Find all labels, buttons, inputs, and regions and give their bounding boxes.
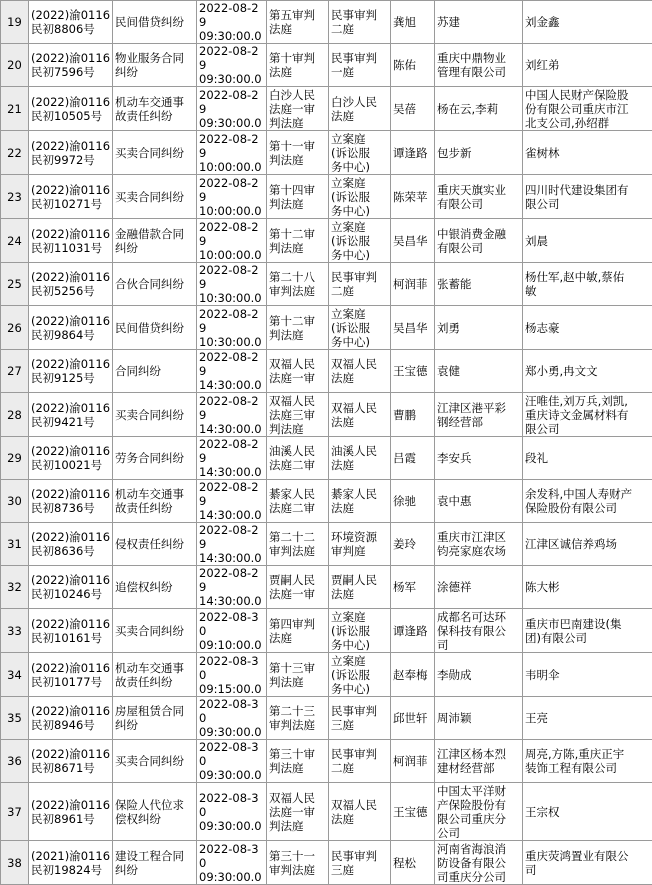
case-cause-cell: 物业服务合同 纠纷 (113, 44, 197, 87)
judge-cell: 赵奉梅 (391, 653, 435, 697)
tribunal-cell: 第十审判 法庭 (267, 44, 329, 87)
defendant-cell: 杨志豪 (523, 306, 652, 350)
case-number-cell: (2022)渝0116 民初10177号 (29, 653, 113, 697)
row-number: 30 (1, 480, 29, 523)
defendant-cell: 雀树林 (523, 131, 652, 175)
case-number-cell: (2022)渝0116 民初8946号 (29, 697, 113, 740)
court-division-cell: 立案庭 (诉讼服 务中心) (329, 306, 391, 350)
tribunal-cell: 第三十审 判法庭 (267, 740, 329, 783)
plaintiff-cell: 江津区港平彩 钢经营部 (435, 393, 523, 437)
judge-cell: 王宝德 (391, 350, 435, 393)
row-number: 21 (1, 87, 29, 131)
tribunal-cell: 第十四审 判法庭 (267, 175, 329, 219)
table-row (1, 263, 652, 306)
row-number: 25 (1, 263, 29, 306)
plaintiff-cell: 重庆天旗实业 有限公司 (435, 175, 523, 219)
plaintiff-cell: 李安兵 (435, 437, 523, 480)
row-number: 23 (1, 175, 29, 219)
court-division-cell: 民事审判 三庭 (329, 841, 391, 885)
defendant-cell: 刘红弟 (523, 44, 652, 87)
case-number-cell: (2022)渝0116 民初9972号 (29, 131, 113, 175)
court-division-cell: 民事审判 一庭 (329, 44, 391, 87)
tribunal-cell: 双福人民 法庭一审 (267, 350, 329, 393)
hearing-time-cell: 2022-08-29 14:30:00.0 (197, 523, 267, 566)
court-division-cell: 立案庭 (诉讼服 务中心) (329, 219, 391, 263)
case-number-cell: (2022)渝0116 民初10021号 (29, 437, 113, 480)
plaintiff-cell: 张蓄能 (435, 263, 523, 306)
judge-cell: 谭逢路 (391, 609, 435, 653)
tribunal-cell: 第二十二 审判法庭 (267, 523, 329, 566)
table-row (1, 566, 652, 609)
table-row (1, 1, 652, 44)
row-number: 24 (1, 219, 29, 263)
defendant-cell: 段礼 (523, 437, 652, 480)
tribunal-cell: 綦家人民 法庭二审 (267, 480, 329, 523)
table-row (1, 437, 652, 480)
table-row (1, 131, 652, 175)
plaintiff-cell: 重庆市江津区 钧亮家庭农场 (435, 523, 523, 566)
case-number-cell: (2021)渝0116 民初19824号 (29, 841, 113, 885)
plaintiff-cell: 苏建 (435, 1, 523, 44)
judge-cell: 柯润菲 (391, 263, 435, 306)
tribunal-cell: 第十三审 判法庭 (267, 653, 329, 697)
defendant-cell: 中国人民财产保险股 份有限公司重庆市江 北支公司,孙绍群 (523, 87, 652, 131)
table-row (1, 44, 652, 87)
case-cause-cell: 买卖合同纠纷 (113, 131, 197, 175)
tribunal-cell: 第十二审 判法庭 (267, 219, 329, 263)
plaintiff-cell: 重庆中鼎物业 管理有限公司 (435, 44, 523, 87)
case-cause-cell: 合伙合同纠纷 (113, 263, 197, 306)
tribunal-cell: 第五审判 法庭 (267, 1, 329, 44)
hearing-time-cell: 2022-08-29 10:00:00.0 (197, 131, 267, 175)
table-row (1, 219, 652, 263)
plaintiff-cell: 涂德祥 (435, 566, 523, 609)
judge-cell: 吴昌华 (391, 306, 435, 350)
case-cause-cell: 机动车交通事 故责任纠纷 (113, 87, 197, 131)
hearing-time-cell: 2022-08-29 14:30:00.0 (197, 437, 267, 480)
case-cause-cell: 金融借款合同 纠纷 (113, 219, 197, 263)
case-cause-cell: 民间借贷纠纷 (113, 1, 197, 44)
court-division-cell: 民事审判 二庭 (329, 263, 391, 306)
plaintiff-cell: 周沛颖 (435, 697, 523, 740)
defendant-cell: 重庆市巴南建设(集 团)有限公司 (523, 609, 652, 653)
table-row (1, 841, 652, 885)
case-cause-cell: 房屋租赁合同 纠纷 (113, 697, 197, 740)
table-row (1, 609, 652, 653)
row-number: 19 (1, 1, 29, 44)
hearing-time-cell: 2022-08-30 09:30:00.0 (197, 740, 267, 783)
row-number: 31 (1, 523, 29, 566)
plaintiff-cell: 刘勇 (435, 306, 523, 350)
defendant-cell: 郑小勇,冉文文 (523, 350, 652, 393)
case-cause-cell: 劳务合同纠纷 (113, 437, 197, 480)
hearing-time-cell: 2022-08-30 09:30:00.0 (197, 697, 267, 740)
defendant-cell: 四川时代建设集团有 限公司 (523, 175, 652, 219)
plaintiff-cell: 成都名可达环 保科技有限公 司 (435, 609, 523, 653)
case-cause-cell: 合同纠纷 (113, 350, 197, 393)
case-cause-cell: 买卖合同纠纷 (113, 393, 197, 437)
plaintiff-cell: 河南省海浪消 防设备有限公 司重庆分公司 (435, 841, 523, 885)
judge-cell: 吕霞 (391, 437, 435, 480)
row-number: 28 (1, 393, 29, 437)
court-division-cell: 双福人民 法庭 (329, 350, 391, 393)
plaintiff-cell: 包步新 (435, 131, 523, 175)
court-division-cell: 白沙人民 法庭 (329, 87, 391, 131)
table-row (1, 523, 652, 566)
court-division-cell: 立案庭 (诉讼服 务中心) (329, 653, 391, 697)
row-number: 26 (1, 306, 29, 350)
case-number-cell: (2022)渝0116 民初9864号 (29, 306, 113, 350)
tribunal-cell: 第四审判 法庭 (267, 609, 329, 653)
plaintiff-cell: 袁健 (435, 350, 523, 393)
court-division-cell: 立案庭 (诉讼服 务中心) (329, 131, 391, 175)
defendant-cell: 刘金鑫 (523, 1, 652, 44)
court-division-cell: 民事审判 二庭 (329, 740, 391, 783)
row-number: 29 (1, 437, 29, 480)
court-division-cell: 油溪人民 法庭 (329, 437, 391, 480)
plaintiff-cell: 杨在云,李莉 (435, 87, 523, 131)
hearing-time-cell: 2022-08-29 09:30:00.0 (197, 44, 267, 87)
plaintiff-cell: 中国太平洋财 产保险股份有 限公司重庆分 公司 (435, 783, 523, 841)
table-row (1, 653, 652, 697)
table-row (1, 740, 652, 783)
row-number: 32 (1, 566, 29, 609)
row-number: 22 (1, 131, 29, 175)
plaintiff-cell: 袁中惠 (435, 480, 523, 523)
hearing-time-cell: 2022-08-30 09:30:00.0 (197, 841, 267, 885)
tribunal-cell: 白沙人民 法庭一审 判法庭 (267, 87, 329, 131)
tribunal-cell: 贾嗣人民 法庭一审 (267, 566, 329, 609)
court-division-cell: 环境资源 审判庭 (329, 523, 391, 566)
case-number-cell: (2022)渝0116 民初9421号 (29, 393, 113, 437)
case-number-cell: (2022)渝0116 民初8736号 (29, 480, 113, 523)
judge-cell: 陈荣苹 (391, 175, 435, 219)
case-number-cell: (2022)渝0116 民初9125号 (29, 350, 113, 393)
hearing-time-cell: 2022-08-29 10:00:00.0 (197, 219, 267, 263)
court-division-cell: 綦家人民 法庭 (329, 480, 391, 523)
tribunal-cell: 双福人民 法庭三审 判法庭 (267, 393, 329, 437)
court-division-cell: 贾嗣人民 法庭 (329, 566, 391, 609)
case-number-cell: (2022)渝0116 民初10505号 (29, 87, 113, 131)
case-number-cell: (2022)渝0116 民初10246号 (29, 566, 113, 609)
case-cause-cell: 机动车交通事 故责任纠纷 (113, 480, 197, 523)
row-number: 33 (1, 609, 29, 653)
case-number-cell: (2022)渝0116 民初10271号 (29, 175, 113, 219)
row-number: 27 (1, 350, 29, 393)
table-row (1, 350, 652, 393)
court-division-cell: 双福人民 法庭 (329, 393, 391, 437)
judge-cell: 吴昌华 (391, 219, 435, 263)
hearing-time-cell: 2022-08-30 09:15:00.0 (197, 653, 267, 697)
judge-cell: 杨军 (391, 566, 435, 609)
judge-cell: 邱世轩 (391, 697, 435, 740)
plaintiff-cell: 中银消费金融 有限公司 (435, 219, 523, 263)
hearing-time-cell: 2022-08-29 14:30:00.0 (197, 350, 267, 393)
defendant-cell: 江津区诚信养鸡场 (523, 523, 652, 566)
hearing-time-cell: 2022-08-29 14:30:00.0 (197, 566, 267, 609)
case-number-cell: (2022)渝0116 民初11031号 (29, 219, 113, 263)
judge-cell: 曹鹏 (391, 393, 435, 437)
row-number: 34 (1, 653, 29, 697)
defendant-cell: 重庆荧鸿置业有限公 司 (523, 841, 652, 885)
case-cause-cell: 民间借贷纠纷 (113, 306, 197, 350)
judge-cell: 龚旭 (391, 1, 435, 44)
table-row (1, 783, 652, 841)
case-cause-cell: 侵权责任纠纷 (113, 523, 197, 566)
court-division-cell: 立案庭 (诉讼服 务中心) (329, 609, 391, 653)
tribunal-cell: 第十一审 判法庭 (267, 131, 329, 175)
defendant-cell: 余发科,中国人寿财产 保险股份有限公司 (523, 480, 652, 523)
case-number-cell: (2022)渝0116 民初10161号 (29, 609, 113, 653)
row-number: 20 (1, 44, 29, 87)
case-number-cell: (2022)渝0116 民初5256号 (29, 263, 113, 306)
table-row (1, 697, 652, 740)
hearing-time-cell: 2022-08-29 14:30:00.0 (197, 480, 267, 523)
judge-cell: 陈佑 (391, 44, 435, 87)
court-division-cell: 民事审判 二庭 (329, 1, 391, 44)
case-number-cell: (2022)渝0116 民初8636号 (29, 523, 113, 566)
case-cause-cell: 建设工程合同 纠纷 (113, 841, 197, 885)
plaintiff-cell: 江津区杨本烈 建材经营部 (435, 740, 523, 783)
defendant-cell: 周亮,方陈,重庆正宇 装饰工程有限公司 (523, 740, 652, 783)
court-division-cell: 民事审判 三庭 (329, 697, 391, 740)
judge-cell: 徐驰 (391, 480, 435, 523)
case-number-cell: (2022)渝0116 民初7596号 (29, 44, 113, 87)
judge-cell: 柯润菲 (391, 740, 435, 783)
table-row (1, 480, 652, 523)
defendant-cell: 陈大彬 (523, 566, 652, 609)
case-cause-cell: 买卖合同纠纷 (113, 609, 197, 653)
court-division-cell: 双福人民 法庭 (329, 783, 391, 841)
hearing-time-cell: 2022-08-30 09:10:00.0 (197, 609, 267, 653)
defendant-cell: 杨仕军,赵中敏,蔡佑 敏 (523, 263, 652, 306)
table-row (1, 393, 652, 437)
tribunal-cell: 第三十一 审判法庭 (267, 841, 329, 885)
defendant-cell: 韦明伞 (523, 653, 652, 697)
defendant-cell: 王宗权 (523, 783, 652, 841)
hearing-time-cell: 2022-08-29 10:30:00.0 (197, 263, 267, 306)
hearing-time-cell: 2022-08-29 09:30:00.0 (197, 1, 267, 44)
tribunal-cell: 第十二审 判法庭 (267, 306, 329, 350)
case-cause-cell: 保险人代位求 偿权纠纷 (113, 783, 197, 841)
row-number: 38 (1, 841, 29, 885)
case-cause-cell: 买卖合同纠纷 (113, 175, 197, 219)
defendant-cell: 王亮 (523, 697, 652, 740)
hearing-time-cell: 2022-08-29 10:00:00.0 (197, 175, 267, 219)
row-number: 35 (1, 697, 29, 740)
judge-cell: 谭逢路 (391, 131, 435, 175)
judge-cell: 程松 (391, 841, 435, 885)
defendant-cell: 汪唯佳,刘万兵,刘凯, 重庆诗文金属材料有 限公司 (523, 393, 652, 437)
table-row (1, 87, 652, 131)
hearing-time-cell: 2022-08-30 09:30:00.0 (197, 783, 267, 841)
table-row (1, 306, 652, 350)
case-cause-cell: 买卖合同纠纷 (113, 740, 197, 783)
hearing-time-cell: 2022-08-29 09:30:00.0 (197, 87, 267, 131)
judge-cell: 王宝德 (391, 783, 435, 841)
case-number-cell: (2022)渝0116 民初8961号 (29, 783, 113, 841)
table-body (1, 1, 652, 885)
case-cause-cell: 追偿权纠纷 (113, 566, 197, 609)
court-division-cell: 立案庭 (诉讼服 务中心) (329, 175, 391, 219)
row-number: 37 (1, 783, 29, 841)
judge-cell: 吴蓓 (391, 87, 435, 131)
judge-cell: 姜玲 (391, 523, 435, 566)
case-number-cell: (2022)渝0116 民初8806号 (29, 1, 113, 44)
tribunal-cell: 油溪人民 法庭二审 (267, 437, 329, 480)
tribunal-cell: 第二十八 审判法庭 (267, 263, 329, 306)
tribunal-cell: 双福人民 法庭一审 判法庭 (267, 783, 329, 841)
table-row (1, 175, 652, 219)
row-number: 36 (1, 740, 29, 783)
tribunal-cell: 第二十三 审判法庭 (267, 697, 329, 740)
defendant-cell: 刘晨 (523, 219, 652, 263)
hearing-time-cell: 2022-08-29 14:30:00.0 (197, 393, 267, 437)
hearing-time-cell: 2022-08-29 10:30:00.0 (197, 306, 267, 350)
plaintiff-cell: 李勋成 (435, 653, 523, 697)
case-cause-cell: 机动车交通事 故责任纠纷 (113, 653, 197, 697)
case-number-cell: (2022)渝0116 民初8671号 (29, 740, 113, 783)
